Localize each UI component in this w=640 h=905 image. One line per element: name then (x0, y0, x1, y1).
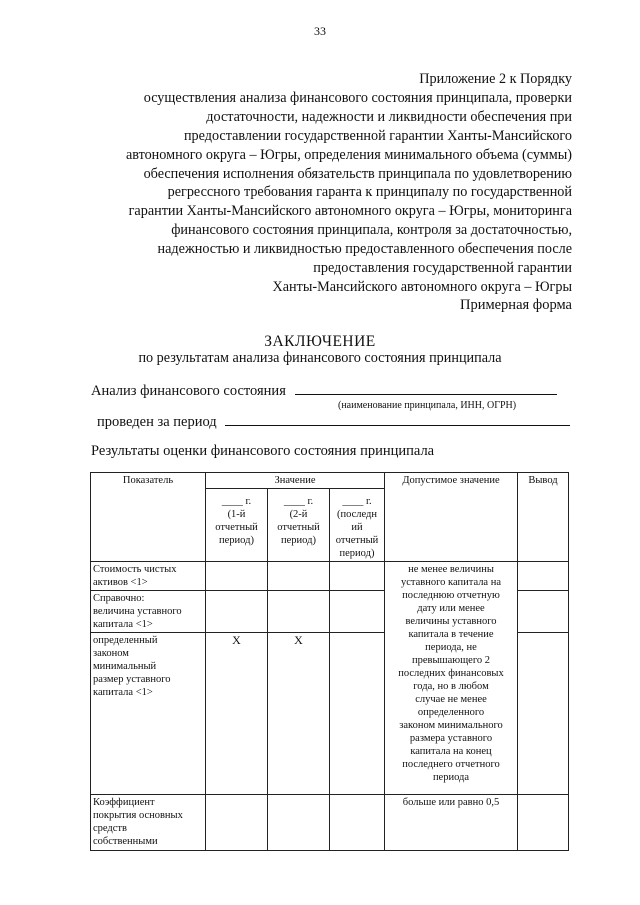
header-conclusion: Вывод (518, 473, 569, 562)
cell-reference-p1 (206, 591, 268, 633)
period-text: (1-й (227, 509, 246, 520)
period-year: ____ г. (342, 496, 372, 507)
period-text: отчетный (215, 522, 258, 533)
row-text: собственными (93, 836, 158, 847)
row-coef-label (91, 795, 206, 851)
header-value: Значение (206, 473, 385, 489)
cell-reference-conclusion (518, 591, 569, 633)
period-field (97, 413, 570, 431)
allowed-coef-cell: больше или равно 0,5 (385, 795, 518, 851)
header-allowed: Допустимое значение (385, 473, 518, 562)
appendix-line: гарантии Ханты-Мансийского автономного округа – Югры, мониторинга (128, 203, 572, 220)
analysis-field (91, 382, 557, 400)
allowed-text: капитала в течение (408, 629, 494, 640)
header-period-2 (268, 489, 330, 562)
allowed-text: последнюю отчетную (402, 590, 500, 601)
page-number: 33 (314, 24, 326, 38)
row-text: активов <1> (93, 577, 148, 588)
allowed-text: капитала на конец (410, 746, 492, 757)
period-year: ____ г. (283, 496, 314, 507)
appendix-line: предоставления государственной гарантии (313, 260, 572, 277)
cell-coef-conclusion (518, 795, 569, 851)
period-label: проведен за период (97, 414, 217, 430)
allowed-text: законом минимального (399, 720, 503, 731)
period-text: ий (351, 522, 363, 533)
cell-net-assets-conclusion (518, 562, 569, 591)
form-label: Примерная форма (459, 297, 572, 313)
row-text: определенный (93, 635, 158, 646)
cell-net-assets-p2 (268, 562, 330, 591)
row-text: законом (93, 648, 129, 659)
allowed-text: определенного (417, 707, 485, 718)
cell-reference-p2 (268, 591, 330, 633)
cell-min-capital-p2-mark: X (268, 633, 330, 795)
allowed-capital-cell (385, 562, 518, 795)
allowed-text: величины уставного (405, 616, 497, 627)
period-text: (2-й (289, 509, 308, 520)
row-text: капитала <1> (93, 619, 153, 630)
appendix-line: автономного округа – Югры, определения минимального объема (суммы) (125, 146, 572, 163)
period-year: ____ г. (221, 496, 252, 507)
cell-min-capital-p3 (330, 633, 385, 795)
row-text: покрытия основных (93, 810, 183, 821)
period-text: период) (219, 535, 254, 546)
allowed-text: случае не менее (415, 694, 487, 705)
appendix-line: Ханты-Мансийского автономного округа – Югры (272, 278, 572, 295)
row-text: Стоимость чистых (93, 564, 177, 575)
cell-net-assets-p3 (330, 562, 385, 591)
allowed-text: превышающего 2 (411, 655, 491, 666)
analysis-blank-line[interactable] (295, 382, 557, 395)
appendix-line: надежностью и ликвидностью предоставленного обеспечения после (157, 241, 572, 258)
row-text: Коэффициент (93, 797, 155, 808)
allowed-text: последнего отчетного (402, 759, 500, 770)
document-title: ЗАКЛЮЧЕНИЕ (264, 333, 376, 350)
analysis-hint: (наименование принципала, ИНН, ОГРН) (338, 400, 517, 411)
row-text: величина уставного (93, 606, 182, 617)
cell-coef-p2 (268, 795, 330, 851)
period-text: период) (281, 535, 316, 546)
appendix-line: обеспечения исполнения обязательств принципала по удовлетворению (143, 165, 572, 182)
appendix-line: финансового состояния принципала, контроля за достаточностью, (171, 222, 572, 239)
row-min-capital-label (91, 633, 206, 795)
row-text: капитала <1> (93, 687, 153, 698)
cell-min-capital-conclusion (518, 633, 569, 795)
appendix-line: достаточности, надежности и ликвидности обеспечения при (206, 108, 572, 125)
header-indicator: Показатель (91, 473, 206, 562)
cell-coef-p1 (206, 795, 268, 851)
row-text: размер уставного (93, 674, 171, 685)
cell-reference-p3 (330, 591, 385, 633)
appendix-line: Приложение 2 к Порядку (419, 71, 572, 87)
allowed-text: года, но в любом (413, 681, 489, 692)
cell-net-assets-p1 (206, 562, 268, 591)
allowed-text: размера уставного (409, 733, 493, 744)
period-blank-line[interactable] (225, 413, 570, 426)
row-net-assets-label (91, 562, 206, 591)
appendix-line: регрессного требования гаранта к принципалу по государственной (167, 184, 572, 201)
document-subtitle: по результатам анализа финансового состояния принципала (138, 350, 502, 366)
period-text: отчетный (277, 522, 320, 533)
allowed-text: периода, не (425, 642, 477, 653)
results-table (90, 472, 569, 851)
appendix-header (102, 70, 572, 297)
allowed-text: дату или менее (417, 603, 485, 614)
header-period-3 (330, 489, 385, 562)
cell-coef-p3 (330, 795, 385, 851)
allowed-text: последних финансовых (398, 668, 504, 679)
row-text: средств (93, 823, 127, 834)
analysis-label: Анализ финансового состояния (91, 383, 286, 399)
allowed-text: уставного капитала на (400, 577, 501, 588)
row-text: минимальный (93, 661, 157, 672)
period-text: отчетный (335, 535, 379, 546)
cell-min-capital-p1-mark: X (206, 633, 268, 795)
period-text: (последн (336, 509, 377, 520)
allowed-text: периода (432, 772, 470, 783)
header-period-1 (206, 489, 268, 562)
allowed-text: не менее величины (408, 564, 494, 575)
results-heading: Результаты оценки финансового состояния принципала (91, 443, 435, 459)
period-text: период) (339, 548, 375, 559)
row-reference-label (91, 591, 206, 633)
appendix-line: осуществления анализа финансового состояния принципала, проверки (143, 89, 572, 106)
appendix-line: предоставлении государственной гарантии Ханты-Мансийского (183, 127, 572, 144)
row-text: Справочно: (93, 593, 145, 604)
